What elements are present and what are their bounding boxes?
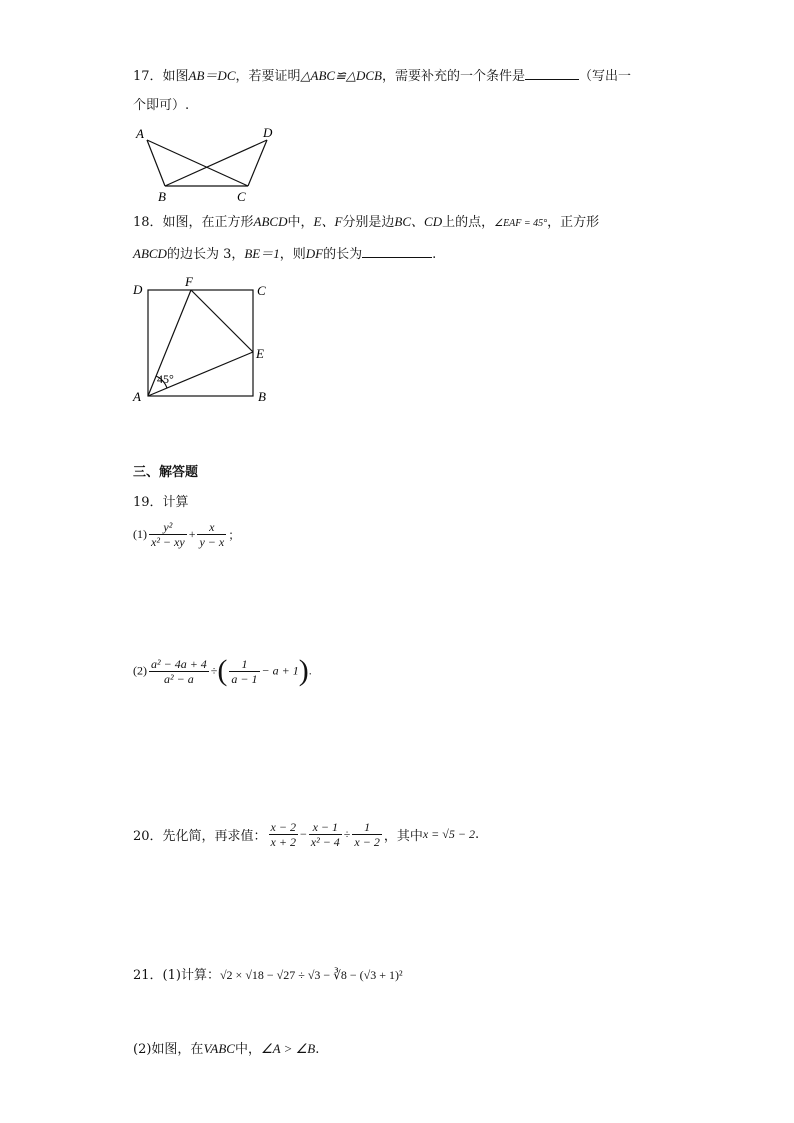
segment-bd [165, 140, 267, 186]
angle-label: 45° [157, 372, 174, 386]
q18-text-length: 的长为 [323, 247, 363, 262]
q18-line2 [133, 244, 436, 264]
label-f: F [185, 275, 193, 289]
label-a: A [136, 126, 144, 141]
label-a: A [133, 389, 141, 404]
fraction [197, 520, 226, 549]
label-e: E [256, 346, 264, 361]
q21-line2 [133, 1040, 319, 1059]
numerator: 1 [364, 820, 371, 834]
q17-line2: 个即可）. [133, 98, 190, 113]
expression-rest: − a + 1 [261, 663, 299, 678]
q20-text-mid: ，其中 [383, 829, 423, 844]
fraction [269, 820, 298, 849]
fraction [149, 657, 209, 686]
q17-text-mid: ，若要证明 [235, 69, 301, 84]
label-c: C [237, 189, 246, 204]
q17-text: 17．如图 [133, 69, 189, 84]
operator: ÷ [343, 827, 351, 841]
q19-title: 19．计算 [133, 495, 189, 510]
q20-text-end: . [474, 827, 480, 842]
q21-part2-text: 如图，在 [151, 1042, 204, 1057]
numerator: x − 2 [270, 820, 296, 834]
label-c: C [257, 283, 266, 298]
q21-text: 21．(1)计算： [133, 968, 220, 983]
q18-text-mid: 中， [287, 215, 314, 230]
q21-part2-label: (2) [133, 1042, 152, 1057]
q18-points: E、F [313, 214, 343, 229]
q17-condition: AB＝DC [188, 68, 236, 83]
q18-square-name: ABCD [253, 214, 288, 229]
left-paren: ( [217, 654, 228, 687]
q19-part1-label: (1) [133, 527, 147, 541]
denominator: a² − a [149, 671, 209, 686]
punctuation: ； [228, 528, 241, 542]
q18-text: 18．如图，在正方形 [133, 215, 254, 230]
denominator: x² − 4 [310, 835, 340, 849]
label-d: D [133, 282, 143, 297]
numerator: y² [163, 520, 173, 534]
q21-line1 [133, 966, 403, 985]
q17-congruence: △ABC≌△DCB [300, 68, 382, 83]
operator: − [299, 827, 307, 841]
denominator: y − x [199, 535, 225, 549]
numerator: 1 [241, 656, 248, 671]
q17-answer-blank[interactable] [525, 66, 579, 80]
q20-line [133, 820, 479, 849]
q19-part1 [133, 520, 240, 549]
q18-be: BE＝1 [244, 246, 280, 261]
q19-part2 [133, 656, 312, 686]
q21-triangle: VABC [203, 1041, 235, 1056]
q21-expression: √2 × √18 − √27 ÷ √3 − ∛8 − (√3 + 1)² [219, 968, 403, 982]
q18-text-post: ，正方形 [547, 215, 600, 230]
q21-part2-mid: 中， [234, 1042, 261, 1057]
numerator: x [209, 520, 215, 534]
q20-value: x = √5 − 2 [422, 827, 475, 841]
label-d: D [263, 125, 273, 140]
q18-figure [130, 275, 280, 410]
numerator: x − 1 [312, 820, 338, 834]
punctuation: . [308, 663, 312, 678]
q18-text-mid2: 分别是边 [342, 215, 395, 230]
q18-text-mid3: 上的点， [442, 215, 495, 230]
fraction [352, 820, 381, 849]
operator: ÷ [210, 663, 218, 678]
q18-text-then: ，则 [279, 247, 306, 262]
segment-fe [191, 290, 253, 352]
q19-part2-label: (2) [133, 663, 147, 678]
q18-df: DF [305, 246, 324, 261]
q21-part2-end: . [315, 1042, 320, 1057]
label-b: B [258, 389, 266, 404]
q18-angle: ∠EAF = 45° [494, 218, 548, 229]
denominator: x + 2 [270, 835, 296, 849]
denominator: x² − xy [151, 535, 185, 549]
fraction [149, 520, 187, 549]
q18-square-name-2: ABCD [133, 246, 167, 261]
q17-text-post: ，需要补充的一个条件是 [381, 69, 525, 84]
q18-text-end: . [432, 247, 437, 262]
q17-line1 [133, 66, 631, 86]
section-title: 三、解答题 [133, 465, 199, 480]
q17-figure [130, 122, 290, 204]
fraction [229, 657, 259, 686]
q20-text: 20．先化简，再求值： [133, 829, 267, 844]
label-b: B [158, 189, 166, 204]
numerator: a² − 4a + 4 [151, 656, 207, 671]
q18-answer-blank[interactable] [362, 244, 432, 258]
q17-text-tail: （写出一 [578, 69, 631, 84]
right-paren: ) [298, 654, 309, 687]
operator: + [188, 527, 196, 541]
q18-sides: BC、CD [394, 214, 443, 229]
denominator: x − 2 [354, 835, 380, 849]
q18-line1 [133, 213, 599, 233]
denominator: a − 1 [231, 671, 258, 686]
fraction [309, 820, 342, 849]
q21-condition: ∠A > ∠B [260, 1041, 316, 1056]
q18-text-side: 的边长为 3， [166, 247, 245, 262]
